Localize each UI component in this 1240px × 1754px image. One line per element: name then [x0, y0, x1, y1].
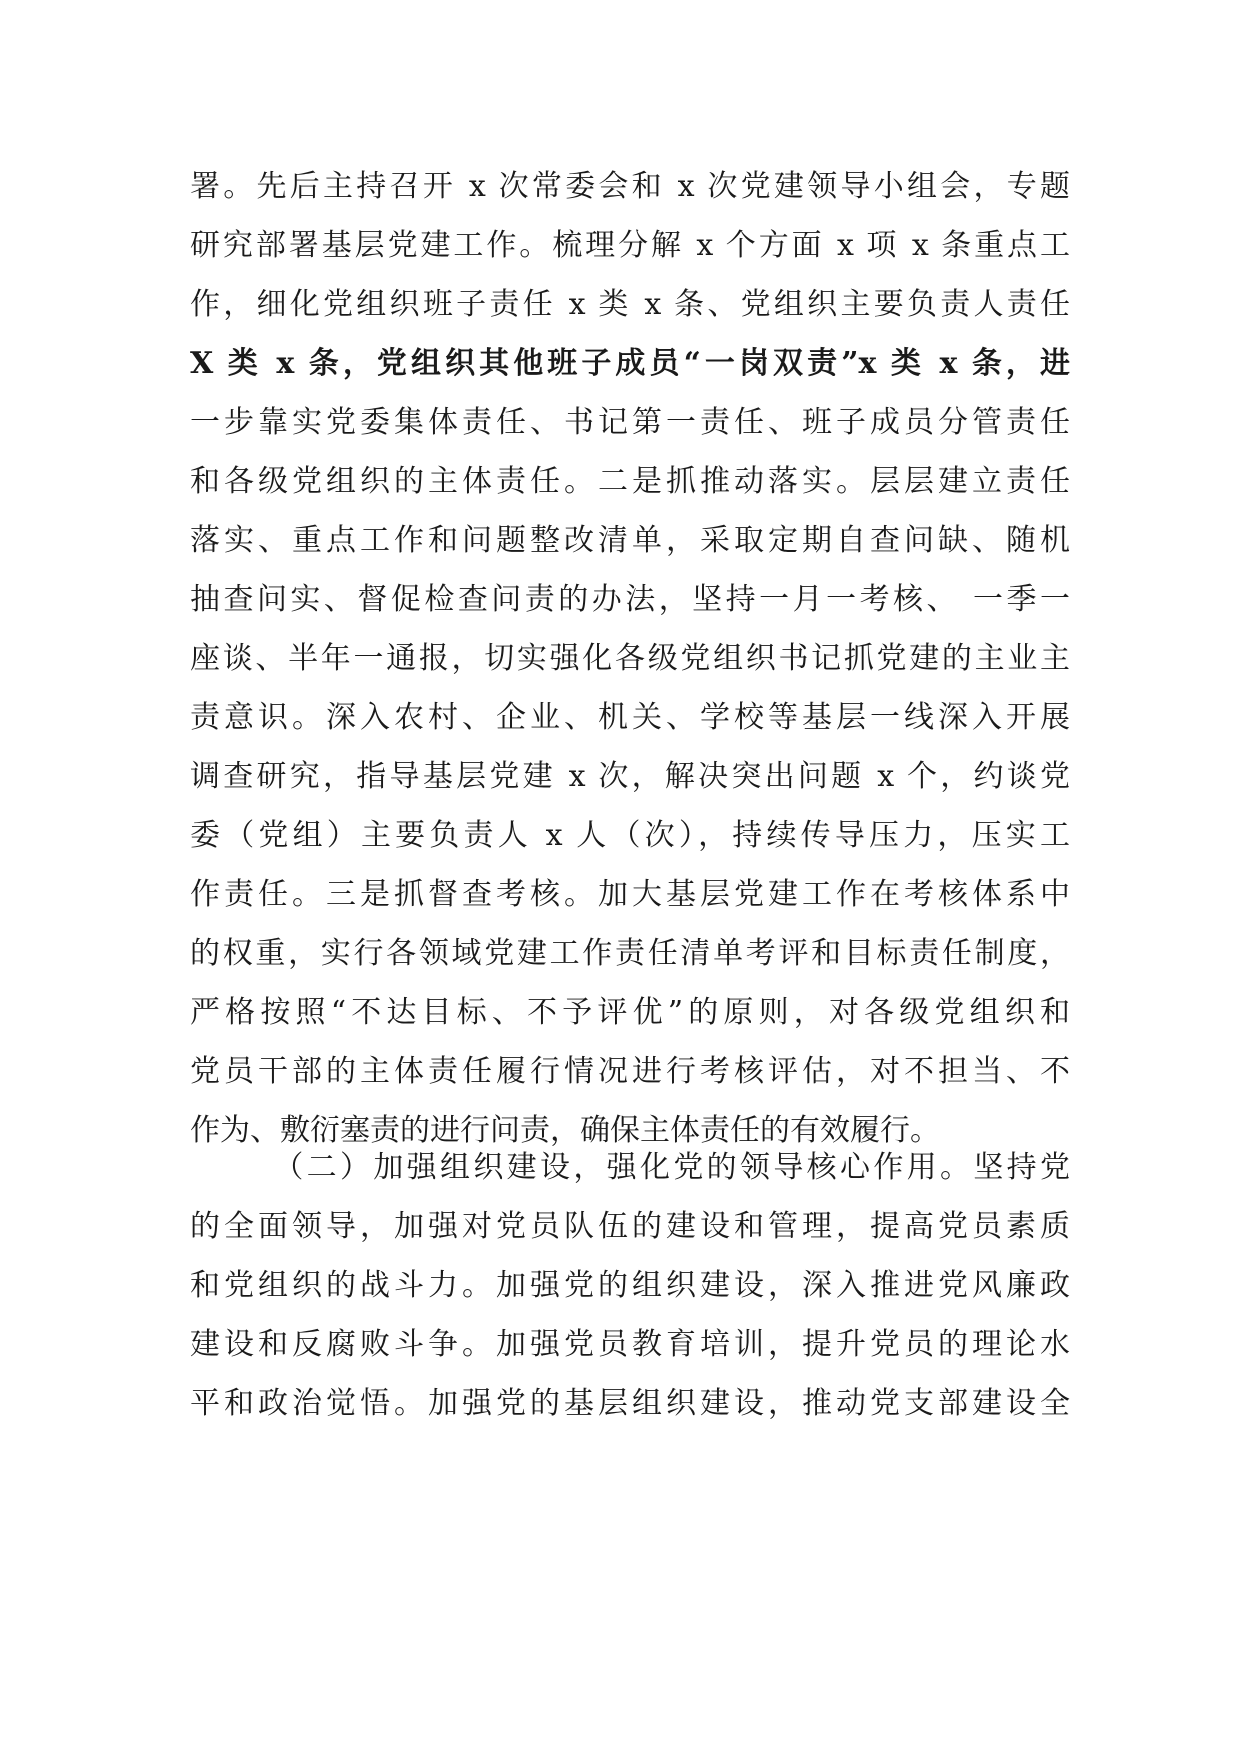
text-line-first: [190, 1138, 1070, 1197]
text-line: 作为、敷衍塞责的进行问责，确保主体责任的有效履行。: [190, 1113, 940, 1148]
text-line: 署。先后主持召开 x 次常委会和 x 次党建领导小组会，专题: [190, 169, 1070, 204]
text-line: 调查研究，指导基层党建 x 次，解决突出问题 x 个，约谈党: [190, 759, 1070, 794]
text-line: 委（党组）主要负责人 x 人（次），持续传导压力，压实工: [190, 818, 1070, 853]
text-line: 座谈、半年一通报，切实强化各级党组织书记抓党建的主业主: [190, 641, 1070, 676]
text-line: 作责任。三是抓督查考核。加大基层党建工作在考核体系中: [190, 877, 1070, 912]
text-line: 建设和反腐败斗争。加强党员教育培训，提升党员的理论水: [190, 1327, 1070, 1362]
text-line: 的全面领导，加强对党员队伍的建设和管理，提高党员素质: [190, 1209, 1070, 1244]
text-line: 责意识。深入农村、企业、机关、学校等基层一线深入开展: [190, 700, 1070, 735]
section-heading-text: （二）加强组织建设，强化党的领导核心作用。坚持党: [270, 1150, 1070, 1185]
text-line: 和各级党组织的主体责任。二是抓推动落实。层层建立责任: [190, 464, 1070, 499]
text-line: 一步靠实党委集体责任、书记第一责任、班子成员分管责任: [190, 405, 1070, 440]
text-line: 严格按照“不达目标、不予评优”的原则，对各级党组织和: [190, 995, 1070, 1030]
text-line: 落实、重点工作和问题整改清单，采取定期自查问缺、随机: [190, 523, 1070, 558]
paragraph-2: [190, 1138, 1070, 1433]
text-line: 平和政治觉悟。加强党的基层组织建设，推动党支部建设全: [190, 1386, 1070, 1421]
text-line: 研究部署基层党建工作。梳理分解 x 个方面 x 项 x 条重点工: [190, 228, 1070, 263]
text-line: 的权重，实行各领域党建工作责任清单考评和目标责任制度，: [190, 936, 1070, 971]
text-line: 抽查问实、督促检查问责的办法，坚持一月一考核、 一季一: [190, 582, 1070, 617]
text-line-bold: X 类 x 条，党组织其他班子成员“一岗双责”x 类 x 条，进: [190, 346, 1070, 381]
text-line: 党员干部的主体责任履行情况进行考核评估，对不担当、不: [190, 1054, 1070, 1089]
text-line: 作，细化党组织班子责任 x 类 x 条、党组织主要负责人责任: [190, 287, 1070, 322]
text-line: 和党组织的战斗力。加强党的组织建设，深入推进党风廉政: [190, 1268, 1070, 1303]
paragraph-1: [190, 157, 1070, 1160]
